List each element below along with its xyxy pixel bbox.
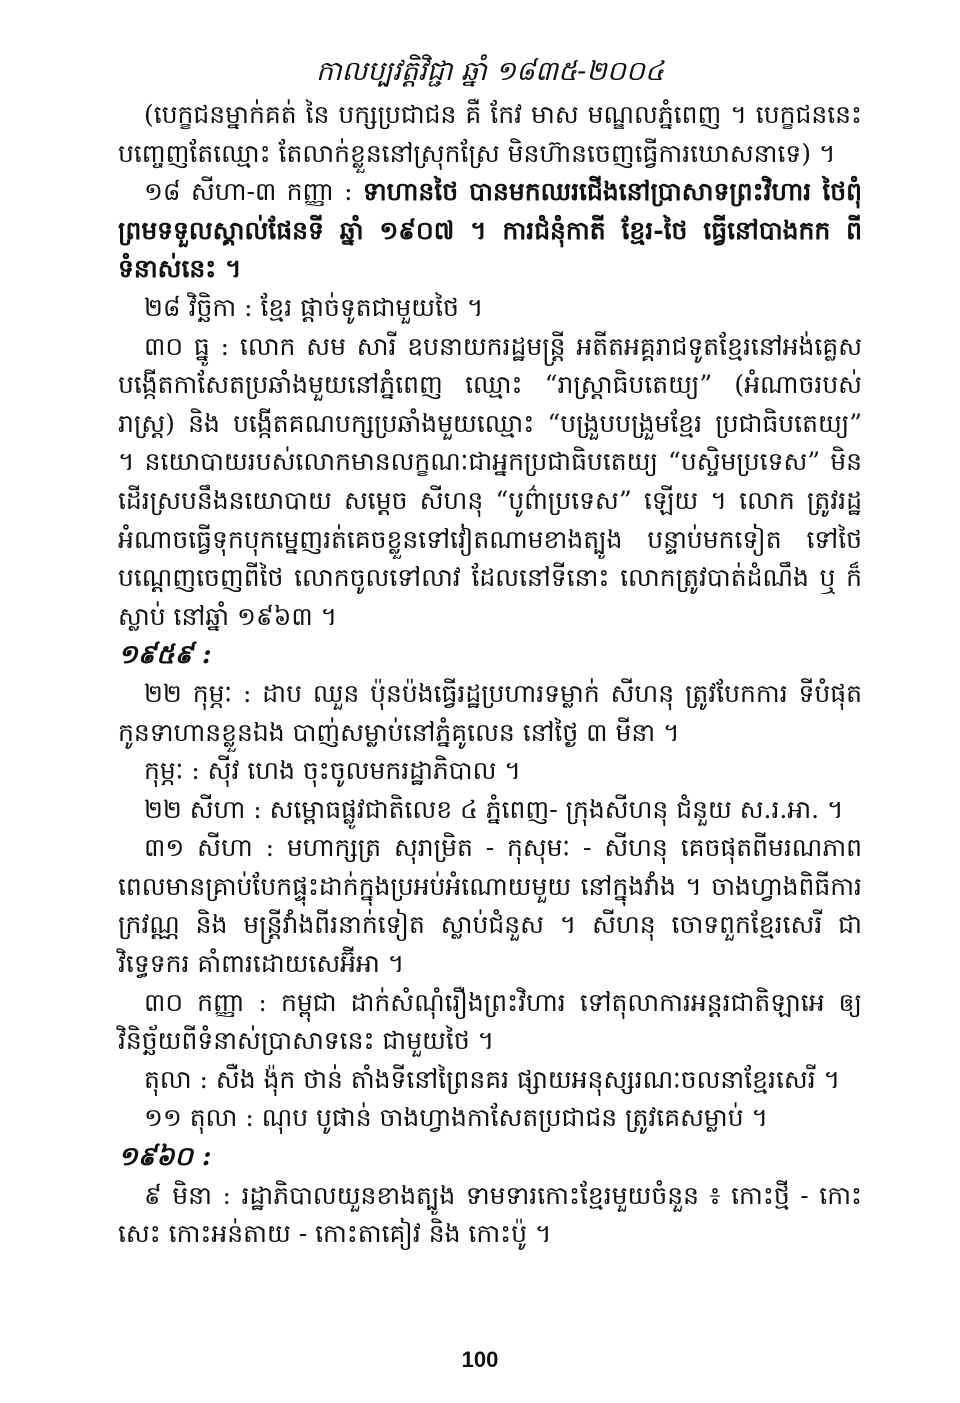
- paragraph: ៣១ សីហា : មហាក្សត្រ សុរាម្រិត - កុសុមៈ - សីហនុ គេចផុតពីមរណភាព ពេលមានគ្រាប់បែកផ្ទុះដាក់ក្នុងប្រអប់អំណោយមួយ នៅក្នុងវាំង ។ ចាងហ្វាងពិធីការ ក្រវណ្ណ និង មន្ត្រីវាំងពីរនាក់ទៀត ស្លាប់ជំនួស ។ សីហនុ ចោទពួកខ្មែរសេរី ជាវិទ្ធេទករ គាំពារដោយសេអ៊ីអា ។: [118, 833, 862, 979]
- paragraph: (បេក្ខជនម្នាក់គត់ នៃ បក្សប្រជាជន គឺ កែវ មាស មណ្ឌលភ្នំពេញ ។ បេក្ខជននេះ បញ្ចេញតែឈ្មោះ តែលាក់ខ្លួននៅស្រុកស្រែ មិនហ៊ានចេញធ្វើការឃោសនាទេ) ។: [118, 100, 862, 168]
- entry-date-label: ១៨ សីហា-៣ កញ្ញា :: [144, 177, 363, 207]
- year-heading: ១៩៦០ :: [118, 1142, 212, 1173]
- paragraph: ៣០ ធ្នូ : លោក សម សារី ឧបនាយករដ្ឋមន្ត្រី អតីតអគ្គរាជទូតខ្មែរនៅអង់គ្លេស បង្កើតកាសែតប្រឆាំងមួយនៅភ្នំពេញ ឈ្មោះ “រាស្ត្រាធិបតេយ្យ” (អំណាចរបស់រាស្ត្រ) និង បង្កើតគណបក្សប្រឆាំងមួយឈ្មោះ “បង្រួបបង្រួមខ្មែរ ប្រជាធិបតេយ្យ” ។ នយោបាយរបស់លោកមានលក្ខណៈជាអ្នកប្រជាធិបតេយ្យ “បស្ចិមប្រទេស” មិនដើរស្របនឹងនយោបាយ សម្ដេច សីហនុ “បូព៌ាប្រទេស” ឡើយ ។ លោក ត្រូវរដ្ឋអំណាចធ្វើទុកបុកម្នេញរត់គេចខ្លួនទៅវៀតណាមខាងត្បូង បន្ទាប់មកទៀត ទៅថៃ បណ្ដេញចេញពីថៃ លោកចូលទៅលាវ ដែលនៅទីនោះ លោកត្រូវបាត់ដំណឹង ឬ ក៏ស្លាប់ នៅឆ្នាំ ១៩៦៣ ។: [118, 331, 862, 631]
- paragraph: ២២ កុម្ភៈ : ដាប ឈួន ប៉ុនប៉ងធ្វើរដ្ឋប្រហារទម្លាក់ សីហនុ ត្រូវបែកការ ទីបំផុតកូនទាហានខ្លួនឯង បាញ់សម្លាប់នៅភ្នំគូលេន នៅថ្ងៃ ៣ មីនា ។: [118, 678, 862, 747]
- running-header: កាលប្បវត្តិវិជ្ជា ឆ្នាំ ១៨៣៥-២០០៤: [315, 56, 665, 87]
- entry-bold-text: ទាហានថៃ បានមកឈរជើងនៅប្រាសាទព្រះវិហារ ថៃពុំព្រមទទួលស្គាល់ផែនទី ឆ្នាំ ១៩០៧ ។ ការជំនុំកាតី ខ្មែរ-ថៃ ធ្វើនៅបាងកក ពីទំនាស់នេះ ។: [118, 177, 862, 284]
- paragraph: កុម្ភៈ : ស៊ីវ ហេង ចុះចូលមករដ្ឋាភិបាល ។: [144, 756, 521, 786]
- page-body: [118, 96, 862, 1254]
- paragraph-bold-entry: [118, 173, 862, 289]
- paragraph: ២២ សីហា : សម្ពោធផ្លូវជាតិលេខ ៤ ភ្នំពេញ- ក្រុងសីហនុ ជំនួយ ស.រ.អា. ។: [144, 794, 844, 824]
- paragraph: តុលា : សឺង ង៉ុក ថាន់ តាំងទីនៅព្រៃនគរ ផ្សាយអនុស្សរណៈចលនាខ្មែរសេរី ។: [144, 1064, 841, 1094]
- year-heading: ១៩៥៩ :: [118, 640, 212, 671]
- paragraph: ១១ តុលា : ណុប បូផាន់ ចាងហ្វាងកាសែតប្រជាជន ត្រូវគេសម្លាប់ ។: [144, 1103, 768, 1133]
- page-number: 100: [461, 1347, 499, 1372]
- paragraph: ៣០ កញ្ញា : កម្ពុជា ដាក់សំណុំរឿងព្រះវិហារ ទៅតុលាការអន្តរជាតិឡាអេ ឲ្យវិនិច្ឆ័យពីទំនាស់ប្រាសាទនេះ ជាមួយថៃ ។: [118, 987, 862, 1056]
- paragraph: ៩ មិនា : រដ្ឋាភិបាលយួនខាងត្បូង ទាមទារកោះខ្មែរមួយចំនួន ៖ កោះថ្មី - កោះសេះ កោះអន់តាយ - កោះតាគៀវ និង កោះប៉ូ ។: [118, 1180, 862, 1249]
- paragraph: ២៨ វិច្ឆិកា : ខ្មែរ ផ្ដាច់ទូតជាមួយថៃ ។: [144, 292, 484, 322]
